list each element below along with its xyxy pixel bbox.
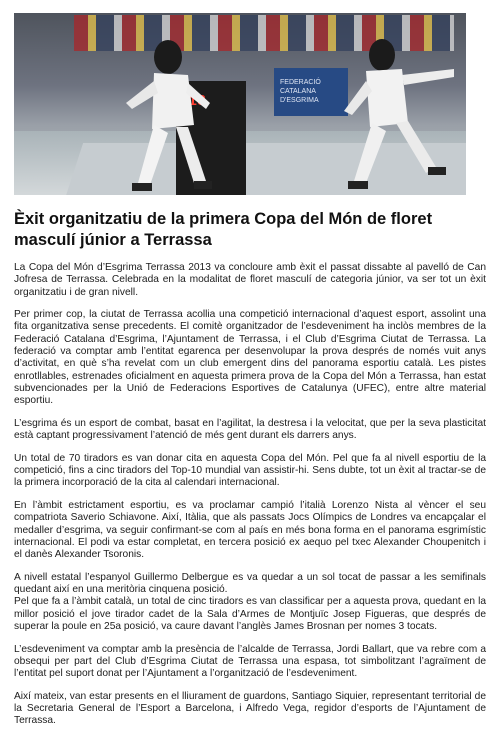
article-paragraph: La Copa del Món d’Esgrima Terrassa 2013 va concloure amb èxit el passat dissabte al pavelló de Can Jofresa de Terrassa. Celebrada en la modalitat de floret masculí de categoria júnior, va ser tot un èxit organitzatiu i de gran nivell. (14, 262, 486, 298)
article-title: Èxit organitzatiu de la primera Copa del Món de floret masculí júnior a Terrassa (14, 210, 433, 249)
article-paragraph: L’esdeveniment va comptar amb la presència de l’alcalde de Terrassa, Jordi Ballart, que va rebre com a obsequi per part del Club d’Esgrima Ciutat de Terrassa una espasa, tot simbolitzant l’agraïment de l’entitat pel suport donat per l’Ajuntament a l’organització de l’esdeveniment. (14, 643, 486, 680)
federation-panel-text: FEDERACIÓ CATALANA D'ESGRIMA (280, 79, 321, 104)
article-paragraph: A nivell estatal l’espanyol Guillermo Delbergue es va quedar a un sol tocat de passar a les semifinals quedant així en una meritòria cinquena posició. (14, 571, 486, 596)
fencing-photo (14, 13, 466, 195)
fencer-right-figure (326, 33, 466, 195)
article-paragraph: Per primer cop, la ciutat de Terrassa acollia una competició internacional d’aquest esport, assolint una fita organitzativa sense precedents. El comitè organitzador de l’esdeveniment ha inclòs membres de la Federació Catalana d’Esgrima, l’Ajuntament de Terrassa, i el Club d’Esgrima Ciutat de Terrassa. La federació va comptar amb l’entitat egarenca per desenvolupar la prova després de només vuit anys d’activitat, en què s’ha revelat com un club emergent dins del panorama esportiu català. Les pistes enrotllables, estrenades oficialment en aquesta primera prova de la Copa del Món a Terrassa, han estat subvencionades per la Unió de Federacions Esportives de Catalunya (UFEC), entre altre material esportiu. (14, 309, 486, 407)
article-paragraph: L’esgrima és un esport de combat, basat en l’agilitat, la destresa i la velocitat, que per la seva plasticitat està captant progressivament l’atenció de més gent durant els darrers anys. (14, 417, 486, 442)
article-paragraph: En l’àmbit estrictament esportiu, es va proclamar campió l’italià Lorenzo Nista al vèncer el seu compatriota Saverio Schiavone. Així, Itàlia, que als passats Jocs Olímpics de Londres va encapçalar el medaller d’esgrima, va seguir confirmant-se com al país en més bona forma en el panorama esgrimístic internacional. El podi va estar completat, en tercera posició ex aequo pel txec Alexander Choupenitch i el danès Alexander Tsoronis. (14, 499, 486, 561)
article-paragraph: Un total de 70 tiradors es van donar cita en aquesta Copa del Món. Pel que fa al nivell esportiu de la competició, fins a cinc tiradors del Top-10 mundial van assistir-hi. Sens dubte, tot un èxit al tractar-se de la primera incorporació de la cita al calendari internacional. (14, 452, 486, 489)
fencer-left-figure (102, 33, 212, 195)
article-body (14, 262, 486, 738)
article-paragraph: Així mateix, van estar presents en el lliurament de guardons, Santiago Siquier, representant territorial de la Secretaria General de l’Esport a Barcelona, i Alfredo Vega, regidor d’esports de l’Ajuntament de Terrassa. (14, 690, 486, 727)
article-paragraph: Pel que fa a l’àmbit català, un total de cinc tiradors es van classificar per a aquesta prova, quedant en la millor posició el jove tirador cadet de la Sala d’Armes de Montjuïc Josep Figueras, que després de superar la poule en 25a posició, va caure davant l’anglès James Brosnan per nomes 3 tocats. (14, 596, 486, 632)
